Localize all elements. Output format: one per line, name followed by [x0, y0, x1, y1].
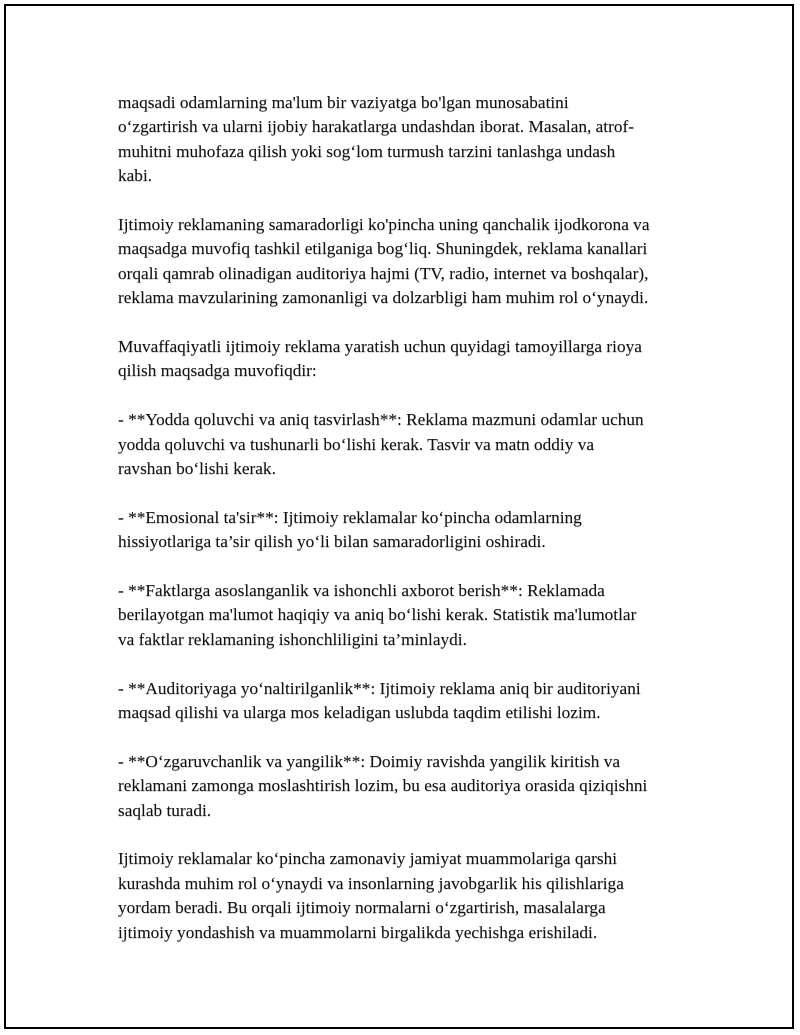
list-item-memorable-visuals: [118, 408, 708, 481]
text-line: hissiyotlariga ta’sir qilish yo‘li bilan samaradorligini oshiradi.: [118, 532, 546, 552]
paragraph-2: [118, 213, 708, 311]
paragraph-1: [118, 91, 708, 189]
text-line: maqsadga muvofiq tashkil etilganiga bog‘liq. Shuningdek, reklama kanallari: [118, 239, 648, 259]
text-line: - **O‘zgaruvchanlik va yangilik**: Doimiy ravishda yangilik kiritish va: [118, 751, 621, 771]
text-line: - **Auditoriyaga yo‘naltirilganlik**: Ijtimoiy reklama aniq bir auditoriyani: [118, 678, 641, 698]
text-line: berilayotgan ma'lumot haqiqiy va aniq bo‘lishi kerak. Statistik ma'lumotlar: [118, 605, 637, 625]
text-line: va faktlar reklamaning ishonchliligini ta’minlaydi.: [118, 629, 467, 649]
text-line: - **Yodda qoluvchi va aniq tasvirlash**: Reklama mazmuni odamlar uchun: [118, 410, 644, 430]
text-line: yodda qoluvchi va tushunarli bo‘lishi kerak. Tasvir va matn oddiy va: [118, 434, 595, 454]
text-line: ravshan bo‘lishi kerak.: [118, 459, 276, 479]
text-line: Ijtimoiy reklamalar ko‘pincha zamonaviy jamiyat muammolariga qarshi: [118, 849, 618, 869]
document-body: [118, 91, 708, 969]
list-item-audience-targeting: [118, 677, 708, 726]
list-item-emotional-impact: [118, 506, 708, 555]
text-line: reklama mavzularining zamonanligi va dolzarbligi ham muhim rol o‘ynaydi.: [118, 288, 649, 308]
text-line: Ijtimoiy reklamaning samaradorligi ko'pincha uning qanchalik ijodkorona va: [118, 215, 650, 235]
text-line: - **Faktlarga asoslanganlik va ishonchli axborot berish**: Reklamada: [118, 581, 605, 601]
text-line: muhitni muhofaza qilish yoki sog‘lom turmush tarzini tanlashga undash: [118, 141, 616, 161]
text-line: reklamani zamonga moslashtirish lozim, bu esa auditoriya orasida qiziqishni: [118, 776, 648, 796]
text-line: kurashda muhim rol o‘ynaydi va insonlarning javobgarlik his qilishlariga: [118, 873, 624, 893]
text-line: yordam beradi. Bu orqali ijtimoiy normalarni o‘zgartirish, masalalarga: [118, 898, 606, 918]
text-line: saqlab turadi.: [118, 800, 212, 820]
text-line: maqsadi odamlarning ma'lum bir vaziyatga bo'lgan munosabatini: [118, 93, 569, 112]
text-line: Muvaffaqiyatli ijtimoiy reklama yaratish uchun quyidagi tamoyillarga rioya: [118, 337, 642, 357]
paragraph-conclusion: [118, 847, 708, 945]
text-line: kabi.: [118, 166, 153, 186]
text-line: ijtimoiy yondashish va muammolarni birgalikda yechishga erishiladi.: [118, 922, 598, 942]
text-line: o‘zgartirish va ularni ijobiy harakatlarga undashdan iborat. Masalan, atrof-: [118, 117, 635, 137]
list-item-novelty: [118, 750, 708, 823]
text-line: orqali qamrab olinadigan auditoriya hajmi (TV, radio, internet va boshqalar),: [118, 263, 649, 283]
text-line: qilish maqsadga muvofiqdir:: [118, 361, 317, 381]
text-line: - **Emosional ta'sir**: Ijtimoiy reklamalar ko‘pincha odamlarning: [118, 507, 582, 527]
paragraph-3: [118, 335, 708, 384]
list-item-fact-based: [118, 579, 708, 652]
text-line: maqsad qilishi va ularga mos keladigan uslubda taqdim etilishi lozim.: [118, 703, 601, 723]
